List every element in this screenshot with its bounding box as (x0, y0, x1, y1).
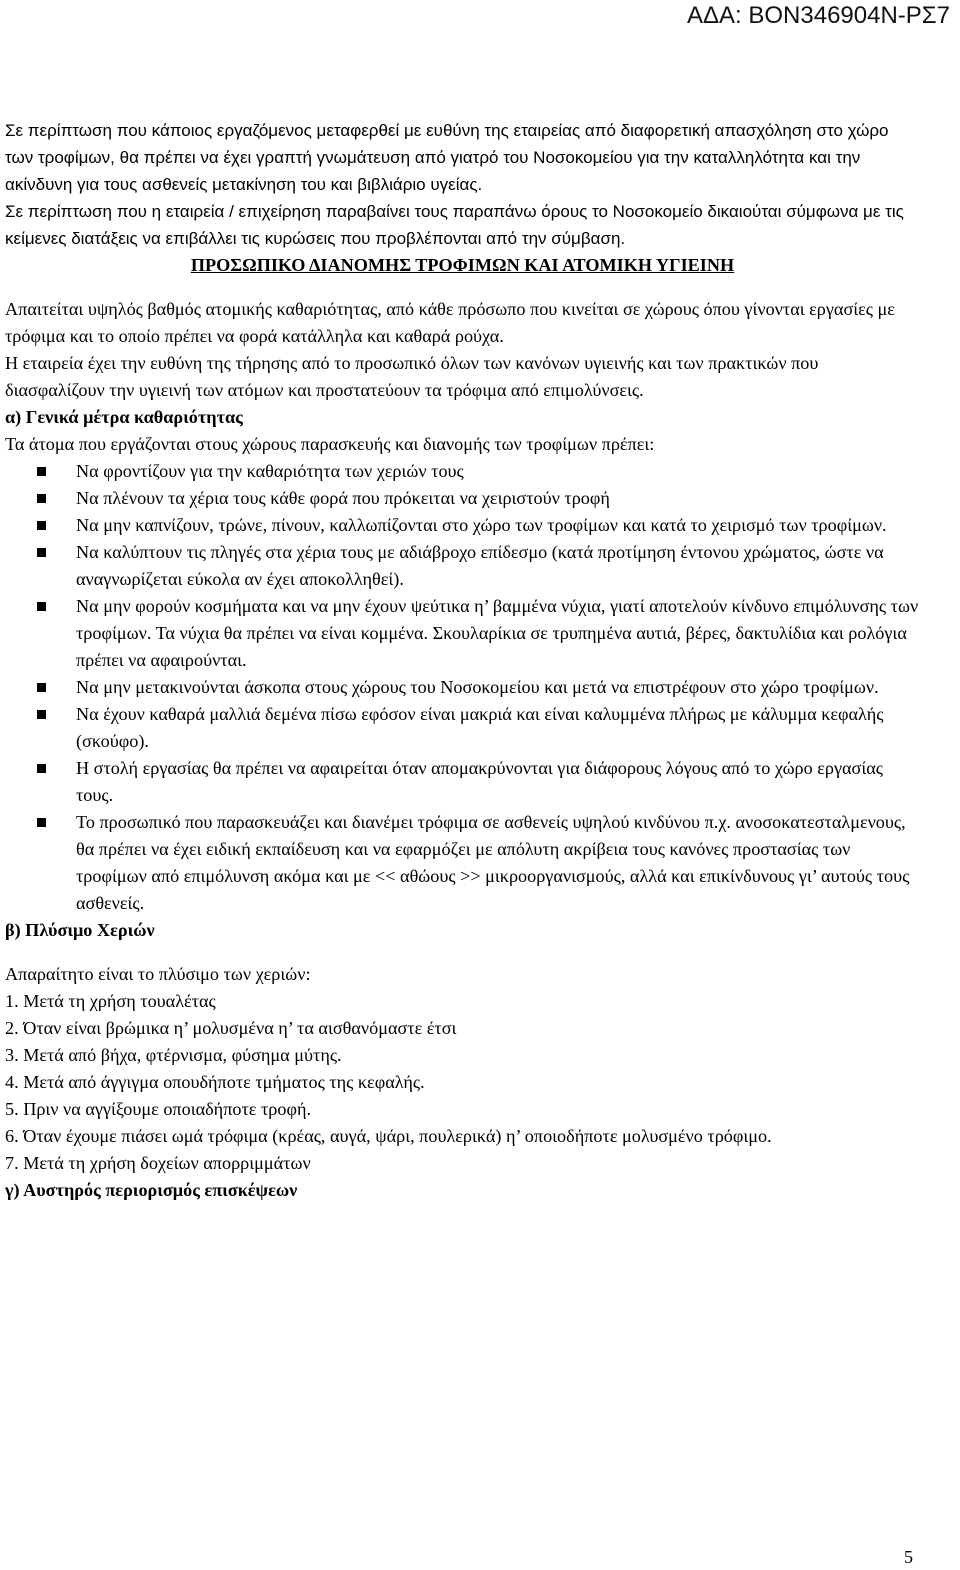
square-bullet-icon (37, 818, 46, 827)
square-bullet-icon (37, 683, 46, 692)
subsection-c-title: γ) Αυστηρός περιορισμός επισκέψεων (5, 1180, 298, 1200)
subsection-b-title: β) Πλύσιμο Χεριών (5, 920, 155, 940)
list-item: Να καλύπτουν τις πληγές στα χέρια τους με αδιάβροχο επίδεσμο (κατά προτίμηση έντονου χρώματος, ώστε να αναγνωρίζεται εύκολα αν έχει αποκολληθεί). (5, 539, 920, 593)
square-bullet-icon (37, 764, 46, 773)
ada-code: ΑΔΑ: ΒΟΝ346904Ν-ΡΣ7 (687, 2, 950, 29)
subsection-a-intro: Τα άτομα που εργάζονται στους χώρους παρασκευής και διανομής των τροφίμων πρέπει: (5, 434, 655, 454)
square-bullet-icon (37, 494, 46, 503)
section-paragraph-1: Απαιτείται υψηλός βαθμός ατομικής καθαριότητας, από κάθε πρόσωπο που κινείται σε χώρους όπου γίνονται εργασίες με τρόφιμα και το οποίο πρέπει να φορά κατάλληλα και καθαρά ρούχα. (5, 299, 895, 346)
subsection-a-title: α) Γενικά μέτρα καθαριότητας (5, 407, 243, 427)
list-item: Να φροντίζουν για την καθαριότητα των χεριών τους (5, 458, 920, 485)
list-item: Να μην φορούν κοσμήματα και να μην έχουν ψεύτικα η’ βαμμένα νύχια, γιατί αποτελούν κίνδυνο επιμόλυνσης των τροφίμων. Τα νύχια θα πρέπει να είναι κομμένα. Σκουλαρίκια σε τρυπημένα αυτιά, βέρες, δακτυλίδια και ρολόγια πρέπει να αφαιρούνται. (5, 593, 920, 674)
numbered-item: 7. Μετά τη χρήση δοχείων απορριμμάτων (5, 1153, 311, 1173)
square-bullet-icon (37, 602, 46, 611)
numbered-item: 4. Μετά από άγγιγμα οπουδήποτε τμήματος της κεφαλής. (5, 1072, 425, 1092)
intro-paragraph-2: Σε περίπτωση που η εταιρεία / επιχείρηση παραβαίνει τους παραπάνω όρους το Νοσοκομείο δικαιούται σύμφωνα με τις κείμενες διατάξεις να επιβάλλει τις κυρώσεις που προβλέπονται από την σύμβαση. (5, 202, 904, 248)
section-paragraph-2: Η εταιρεία έχει την ευθύνη της τήρησης από το προσωπικό όλων των κανόνων υγιεινής και των πρακτικών που διασφαλίζουν την υγιεινή των ατόμων και προστατεύουν τα τρόφιμα από επιμολύνσεις. (5, 353, 819, 400)
list-item: Το προσωπικό που παρασκευάζει και διανέμει τρόφιμα σε ασθενείς υψηλού κινδύνου π.χ. ανοσοκατεσταλμενους, θα πρέπει να έχει ειδική εκπαίδευση και να εφαρμόζει με απόλυτη ακρίβεια τους κανόνες προστασίας των τροφίμων από επιμόλυνση ακόμα και με << αθώους >> μικροοργανισμούς, αλλά και επικίνδυνους γι’ αυτούς τους ασθενείς. (5, 809, 920, 917)
list-item: Να μην μετακινούνται άσκοπα στους χώρους του Νοσοκομείου και μετά να επιστρέφουν στο χώρο τροφίμων. (5, 674, 920, 701)
page-number: 5 (904, 1547, 913, 1567)
square-bullet-icon (37, 710, 46, 719)
hygiene-rules-list (5, 458, 920, 917)
list-item: Να μην καπνίζουν, τρώνε, πίνουν, καλλωπίζονται στο χώρο των τροφίμων και κατά το χειρισμό των τροφίμων. (5, 512, 920, 539)
list-item: Να πλένουν τα χέρια τους κάθε φορά που πρόκειται να χειριστούν τροφή (5, 485, 920, 512)
list-item: Να έχουν καθαρά μαλλιά δεμένα πίσω εφόσον είναι μακριά και είναι καλυμμένα πλήρως με κάλυμμα κεφαλής (σκούφο). (5, 701, 920, 755)
spacer (5, 944, 920, 961)
square-bullet-icon (37, 521, 46, 530)
numbered-item: 1. Μετά τη χρήση τουαλέτας (5, 991, 216, 1011)
document-body (5, 117, 920, 1204)
numbered-item: 3. Μετά από βήχα, φτέρνισμα, φύσημα μύτης. (5, 1045, 342, 1065)
numbered-item: 6. Όταν έχουμε πιάσει ωμά τρόφιμα (κρέας, αυγά, ψάρι, πουλερικά) η’ οποιοδήποτε μολυσμένο τρόφιμο. (5, 1126, 772, 1146)
square-bullet-icon (37, 467, 46, 476)
numbered-item: 5. Πριν να αγγίξουμε οποιαδήποτε τροφή. (5, 1099, 311, 1119)
section-heading: ΠΡΟΣΩΠΙΚΟ ΔΙΑΝΟΜΗΣ ΤΡΟΦΙΜΩΝ ΚΑΙ ΑΤΟΜΙΚΗ ΥΓΙΕΙΝΗ (190, 255, 735, 275)
subsection-b-intro: Απαραίτητο είναι το πλύσιμο των χεριών: (5, 964, 311, 984)
list-item: Η στολή εργασίας θα πρέπει να αφαιρείται όταν απομακρύνονται για διάφορους λόγους από το χώρο εργασίας τους. (5, 755, 920, 809)
square-bullet-icon (37, 548, 46, 557)
numbered-item: 2. Όταν είναι βρώμικα η’ μολυσμένα η’ τα αισθανόμαστε έτσι (5, 1018, 457, 1038)
intro-paragraph-1: Σε περίπτωση που κάποιος εργαζόμενος μεταφερθεί με ευθύνη της εταιρείας από διαφορετική απασχόληση στο χώρο των τροφίμων, θα πρέπει να έχει γραπτή γνωμάτευση από γιατρό του Νοσοκομείου για την καταλληλότητα και την ακίνδυνη για τους ασθενείς μετακίνηση του και βιβλιάριο υγείας. (5, 121, 889, 194)
